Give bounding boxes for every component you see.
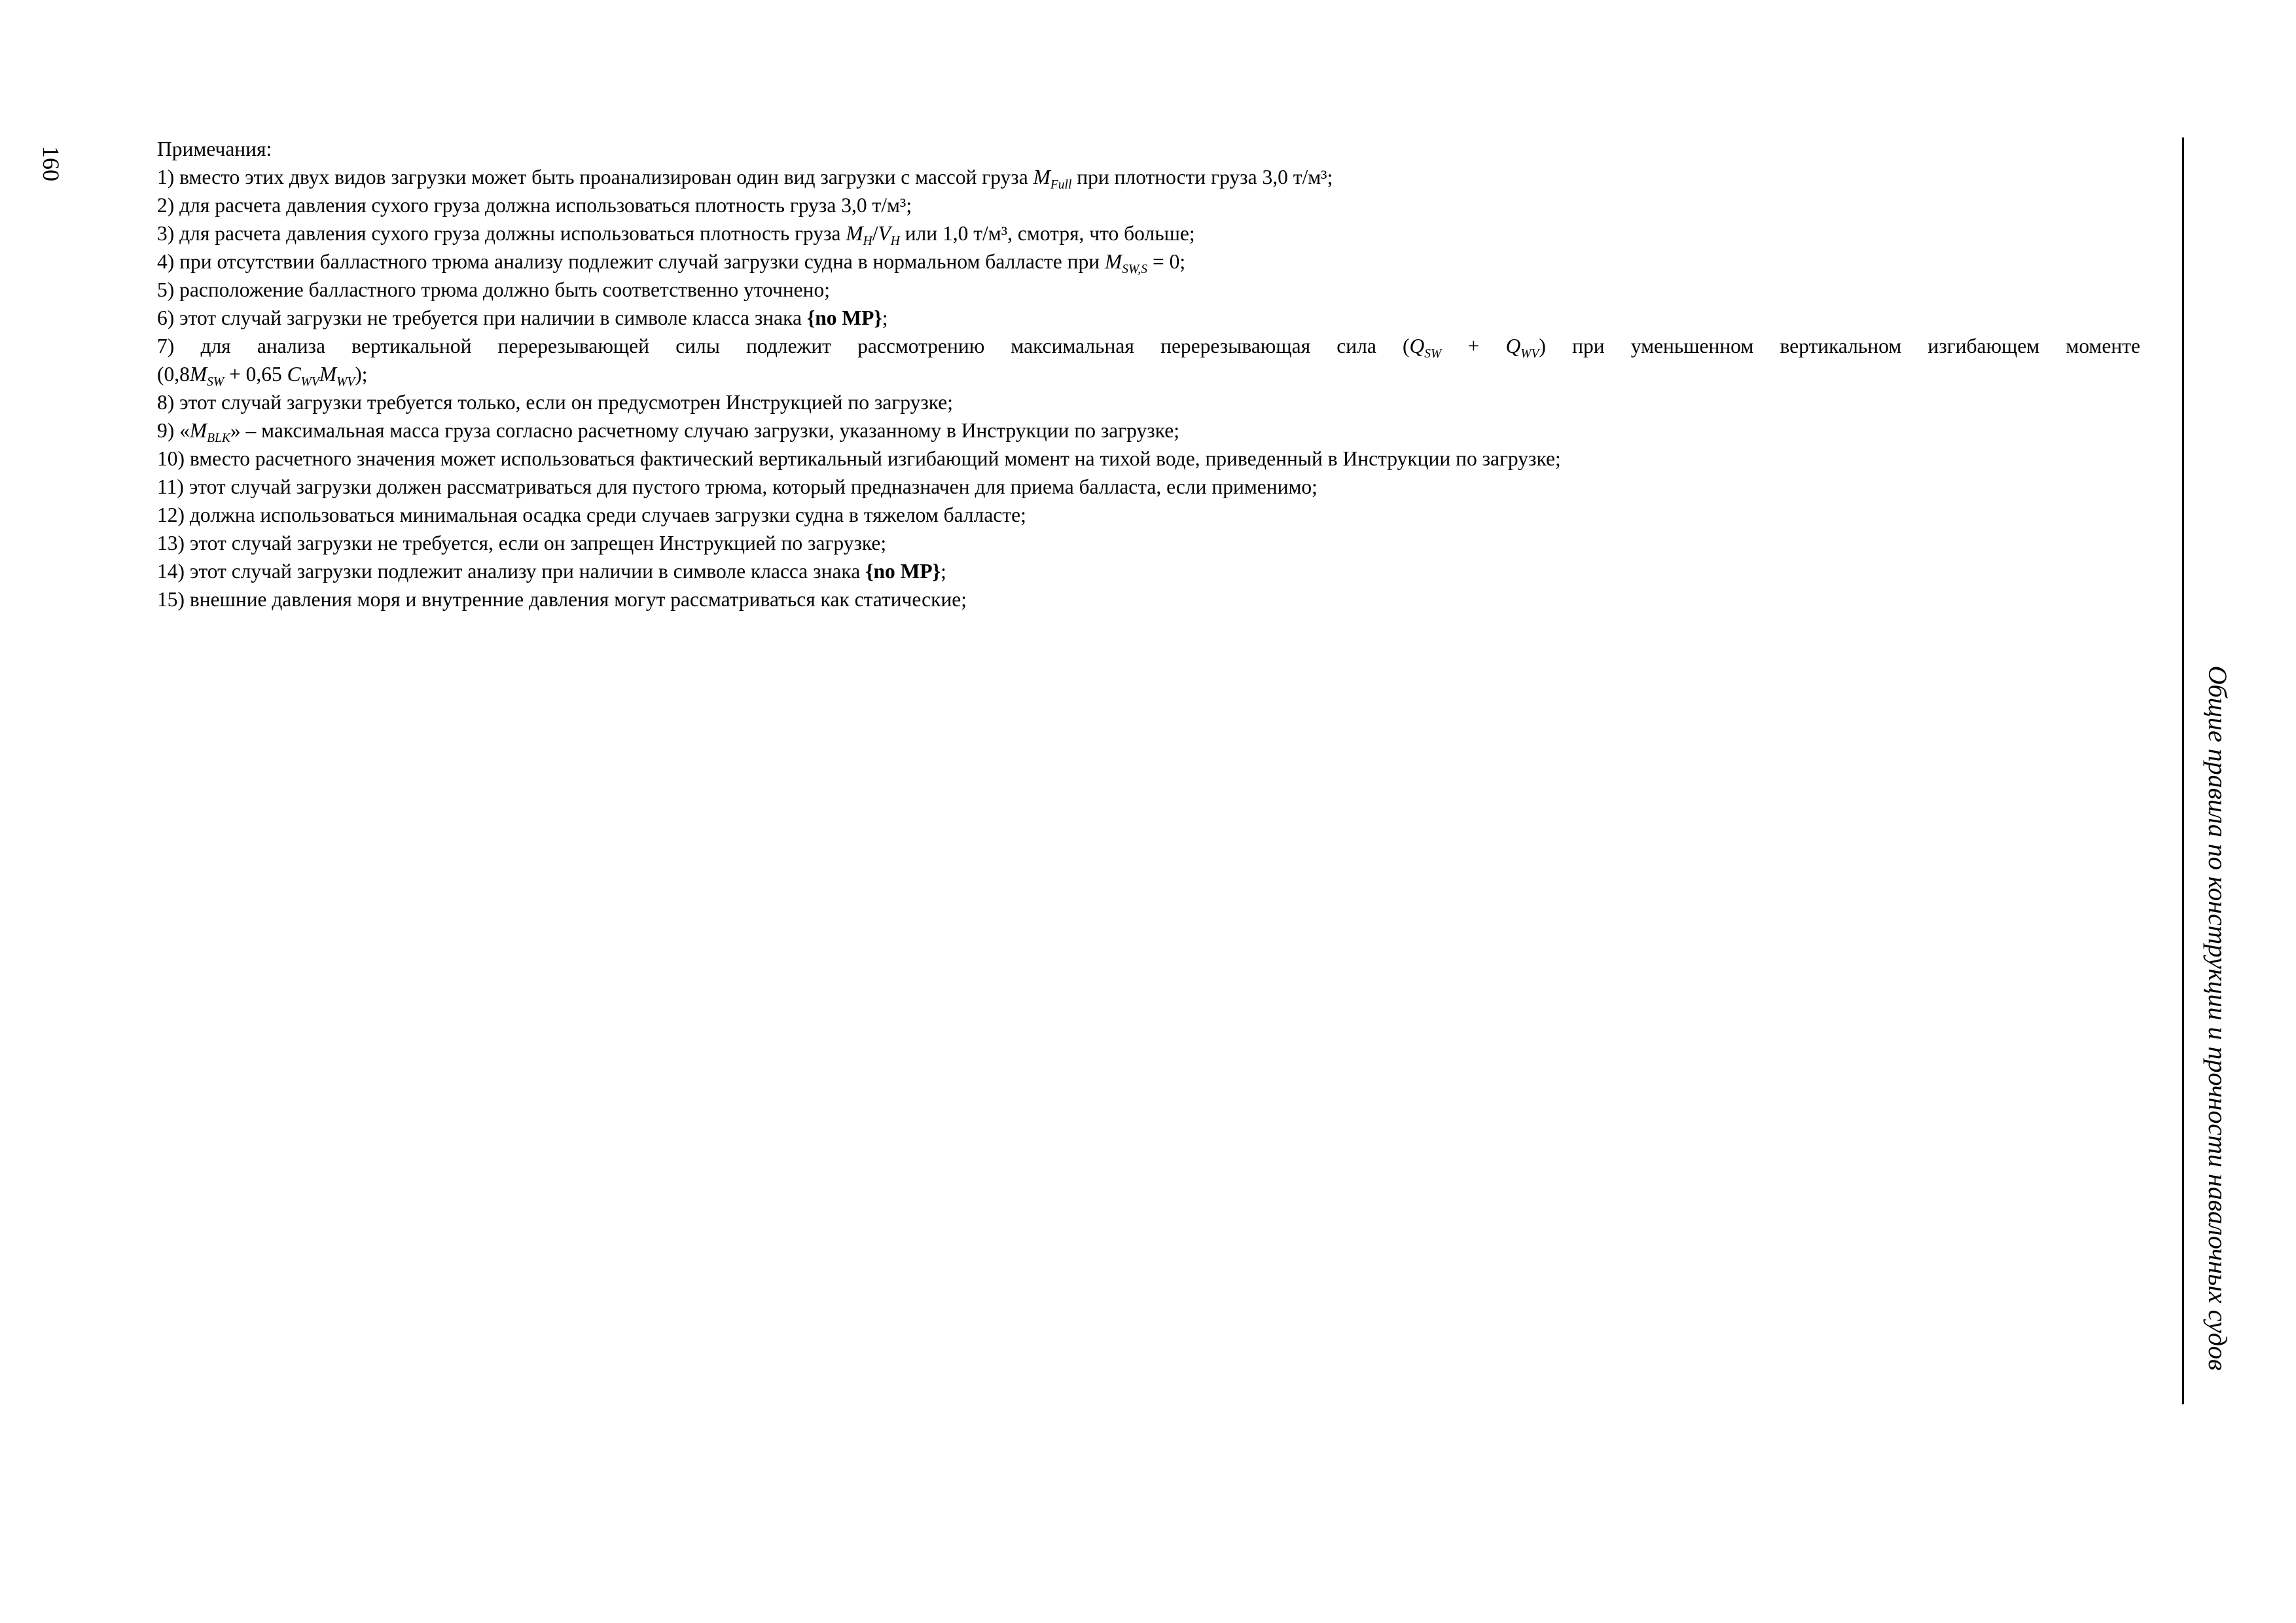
note-line <box>157 247 2140 276</box>
symbol-letter: M <box>1033 166 1050 189</box>
math-symbol <box>189 419 230 445</box>
note-line <box>157 388 2140 416</box>
symbol-subscript: SW,S <box>1122 262 1148 276</box>
note-text: = 0; <box>1147 250 1186 273</box>
note-line <box>157 191 2140 219</box>
math-symbol <box>846 222 872 248</box>
note-text: (0,8 <box>157 363 190 386</box>
symbol-letter: C <box>287 363 301 386</box>
note-line <box>157 557 2140 585</box>
class-notation: {no MP} <box>865 560 941 583</box>
page-number: 160 <box>38 146 64 181</box>
symbol-subscript: WV <box>1520 346 1539 361</box>
note-text: 14) этот случай загрузки подлежит анализу при наличии в символе класса знака <box>157 560 866 583</box>
notes-block <box>157 135 2140 613</box>
note-text: 3) для расчета давления сухого груза должны использоваться плотность груза <box>157 222 846 245</box>
symbol-letter: Q <box>1505 335 1521 357</box>
math-symbol <box>189 363 224 389</box>
note-text: 13) этот случай загрузки не требуется, если он запрещен Инструкцией по загрузке; <box>157 532 887 555</box>
note-text: » – максимальная масса груза согласно расчетному случаю загрузки, указанному в Инструкции по загрузке; <box>230 419 1179 442</box>
note-text: 6) этот случай загрузки не требуется при наличии в символе класса знака <box>157 306 807 329</box>
note-text: ; <box>882 306 888 329</box>
symbol-subscript: WV <box>300 374 319 389</box>
note-text: при плотности груза 3,0 т/м³; <box>1071 166 1333 189</box>
note-text: 9) « <box>157 419 190 442</box>
note-line <box>157 529 2140 557</box>
symbol-subscript: SW <box>1424 346 1442 361</box>
note-text: 15) внешние давления моря и внутренние давления могут рассматриваться как статические; <box>157 588 967 611</box>
note-line <box>157 360 2140 388</box>
note-line <box>157 585 2140 613</box>
note-text: 7) для анализа вертикальной перерезывающей силы подлежит рассмотрению максимальная перерезывающая сила ( <box>157 335 1410 357</box>
note-text: 11) этот случай загрузки должен рассматриваться для пустого трюма, который предназначен для приема балласта, если применимо; <box>157 475 1318 498</box>
note-text: 8) этот случай загрузки требуется только, если он предусмотрен Инструкцией по загрузке; <box>157 391 954 414</box>
math-symbol <box>878 222 900 248</box>
symbol-subscript: Full <box>1050 177 1072 192</box>
symbol-letter: M <box>189 419 207 442</box>
symbol-letter: Q <box>1409 335 1425 357</box>
note-text: + <box>1441 335 1506 357</box>
note-text: 1) вместо этих двух видов загрузки может быть проанализирован один вид загрузки с массой груза <box>157 166 1033 189</box>
note-text: ) при уменьшенном вертикальном изгибающем моменте <box>1539 335 2140 357</box>
math-symbol <box>1409 335 1442 361</box>
running-title: Общие правила по конструкции и прочности навалочных судов <box>2203 665 2233 1371</box>
math-symbol <box>1104 250 1148 276</box>
notes-heading: Примечания: <box>157 137 272 160</box>
note-line <box>157 304 2140 332</box>
symbol-subscript: H <box>863 234 872 248</box>
symbol-letter: M <box>1104 250 1122 273</box>
symbol-subscript: BLK <box>207 431 230 445</box>
math-symbol <box>319 363 355 389</box>
class-notation: {no MP} <box>806 306 882 329</box>
note-line <box>157 501 2140 529</box>
math-symbol <box>287 363 319 389</box>
symbol-subscript: WV <box>336 374 355 389</box>
note-line <box>157 163 2140 191</box>
math-symbol <box>1033 166 1072 192</box>
note-text: 4) при отсутствии балластного трюма анализу подлежит случай загрузки судна в нормальном балласте при <box>157 250 1105 273</box>
note-text: ; <box>941 560 946 583</box>
note-text: 5) расположение балластного трюма должно быть соответственно уточнено; <box>157 278 831 301</box>
note-line <box>157 332 2140 360</box>
symbol-letter: M <box>319 363 337 386</box>
note-line <box>157 473 2140 501</box>
note-text: + 0,65 <box>224 363 287 386</box>
note-text: 2) для расчета давления сухого груза должна использоваться плотность груза 3,0 т/м³; <box>157 194 912 217</box>
note-line <box>157 445 2140 473</box>
note-line <box>157 416 2140 445</box>
symbol-letter: V <box>878 222 891 245</box>
note-text: / <box>872 222 878 245</box>
note-text: 12) должна использоваться минимальная осадка среди случаев загрузки судна в тяжелом балласте; <box>157 503 1026 526</box>
symbol-letter: M <box>189 363 207 386</box>
symbol-subscript: SW <box>207 374 224 389</box>
note-text: или 1,0 т/м³, смотря, что больше; <box>899 222 1195 245</box>
notes-list <box>157 163 2140 613</box>
math-symbol <box>1505 335 1539 361</box>
margin-rule <box>2182 137 2184 1404</box>
note-line <box>157 219 2140 247</box>
note-text: 10) вместо расчетного значения может использоваться фактический вертикальный изгибающий момент на тихой воде, приведенный в Инструкции по загрузке; <box>157 447 1561 470</box>
symbol-subscript: H <box>890 234 900 248</box>
note-text: ); <box>355 363 368 386</box>
note-line <box>157 276 2140 304</box>
symbol-letter: M <box>846 222 863 245</box>
